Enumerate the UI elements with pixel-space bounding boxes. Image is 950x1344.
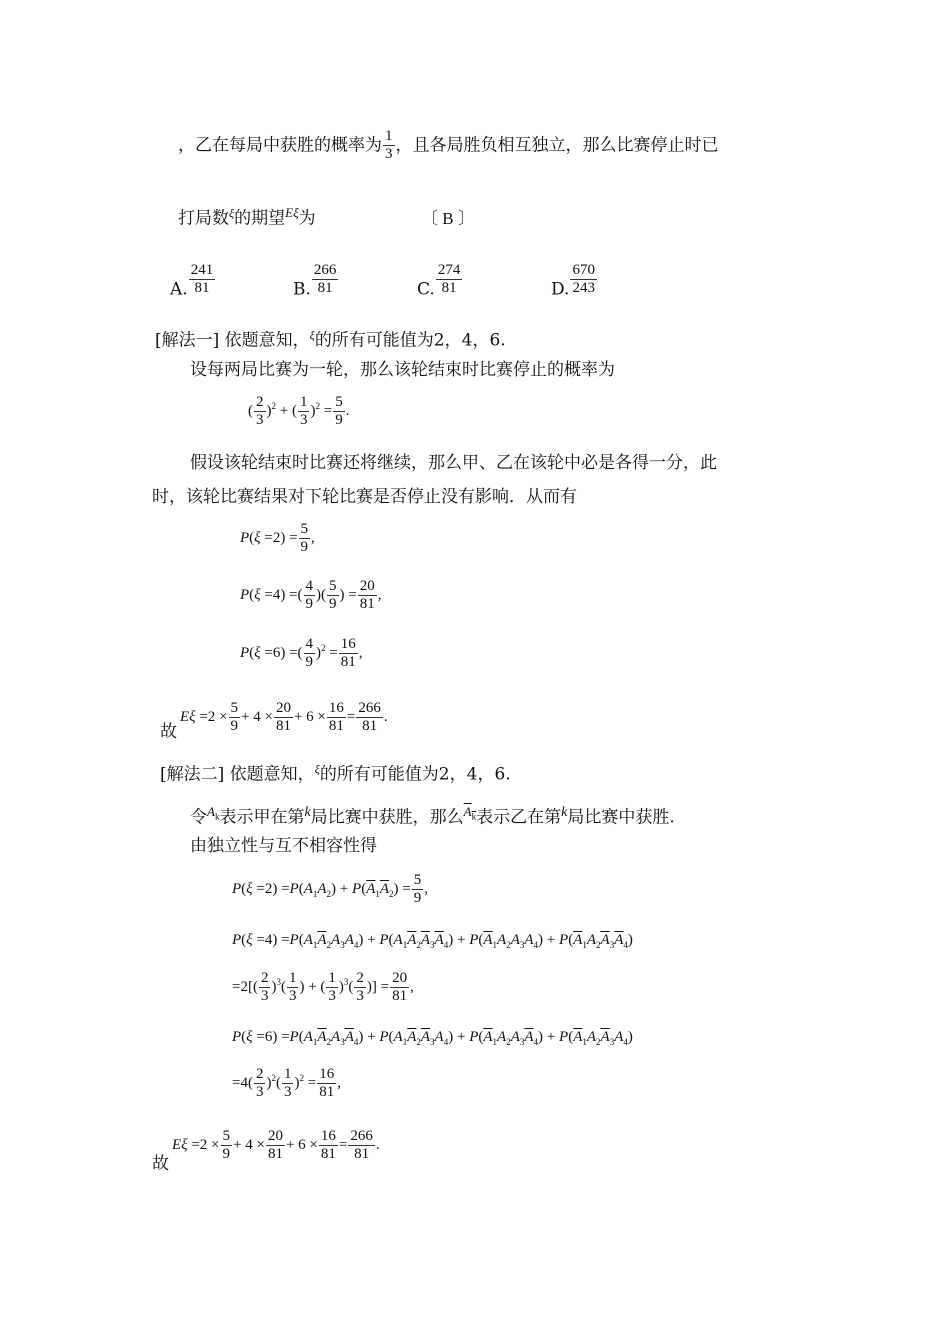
- expectation-symbol: Eξ: [285, 205, 299, 220]
- option-c: [417, 262, 463, 298]
- option-d: [551, 262, 598, 298]
- solution2-eq-p2: $P(\xi =2) =P(A_1A_2) + P(\overline{A}_1\overline{A}_2)$ = $\frac{5}{9}$ ,: [232, 872, 428, 907]
- answer-marker: 〔 B 〕: [421, 208, 475, 228]
- option-d-value: $\frac{670}{243}$: [572, 262, 595, 297]
- solution2-eq-p6-value: =4( $\frac{2}{3}$ )$^2$( $\frac{1}{3}$ )$^2$ = $\frac{16}{81}$ ,: [232, 1066, 341, 1101]
- solution1-para-1: 设每两局比赛为一轮，那么该轮结束时比赛停止的概率为: [190, 360, 615, 380]
- option-b-value: $\frac{266}{81}$: [313, 262, 337, 297]
- solution1-eq-p6: P(ξ =6) =( $\frac{4}{9}$ )$^2$ = $\frac{16}{81}$ ,: [240, 636, 363, 671]
- solution2-eq-p4-events: $P(\xi =4) =P(A_1\overline{A}_2A_3A_4) + P(A_1\overline{A}_2\overline{A}_3\overline{A}_4) + P(\overline{A}_1A_2A_3A_4) + P(\overline{A}_1A_2\overline{A}_3\overline{A}_4)$: [232, 932, 633, 950]
- option-c-label: C.: [417, 279, 435, 300]
- solution2-title: [解法二] 依题意知，$^\xi$的所有可能值为2，4，6.: [160, 762, 511, 785]
- solution1-para-3: 时，该轮比赛结果对下轮比赛是否停止没有影响．从而有: [152, 487, 577, 507]
- solution2-gu: 故: [152, 1154, 169, 1174]
- option-d-label: D.: [551, 279, 570, 300]
- fraction-one-third: $\frac{1}{3}$: [385, 128, 393, 163]
- solution2-eq-p6-events: $P(\xi =6) =P(A_1\overline{A}_2A_3\overline{A}_4) + P(A_1\overline{A}_2\overline{A}_3A_4) + P(\overline{A}_1A_2A_3\overline{A}_4) + P(\overline{A}_1A_2\overline{A}_3A_4)$: [232, 1029, 633, 1047]
- solution1-eq-p4: P(ξ =4) =( $\frac{4}{9}$ )( $\frac{5}{9}$ ) = $\frac{20}{81}$ ,: [240, 578, 382, 613]
- solution1-para-2: 假设该轮结束时比赛还将继续，那么甲、乙在该轮中必是各得一分，此: [190, 453, 717, 473]
- problem-line-2-mid: 的期望: [234, 208, 286, 229]
- event-a-bar-k: Ak: [463, 804, 477, 822]
- problem-line-2: [178, 206, 475, 228]
- solution2-para-1: 令$^{A_k}$表示甲在第$^k$局比赛中获胜，那么$^{A_k}$表示乙在第$^k$局比赛中获胜.: [190, 804, 675, 828]
- xi-symbol: ξ: [229, 206, 235, 220]
- solution2-para-2: 由独立性与互不相容性得: [190, 836, 377, 856]
- solution1-eq-expectation: Eξ =2 × $\frac{5}{9}$ + 4 × $\frac{20}{81}$ + 6 × $\frac{16}{81}$ = $\frac{266}{81}$ .: [180, 700, 388, 735]
- option-a-label: A.: [170, 279, 188, 300]
- problem-line-1: [178, 128, 719, 164]
- problem-line-2-text: 打局数: [178, 208, 229, 229]
- option-c-value: $\frac{274}{81}$: [437, 262, 461, 297]
- solution1-eq-round-stop: ( $\frac{2}{3}$ )$^2$ + ( $\frac{1}{3}$ )$^2$ = $\frac{5}{9}$ .: [248, 394, 350, 429]
- k-symbol: k: [304, 805, 311, 820]
- problem-line-1-suffix: ，且各局胜负相互独立，那么比赛停止时已: [395, 135, 719, 156]
- solution2-eq-p4-value: =2[( $\frac{2}{3}$ )$^3$( $\frac{1}{3}$ ) + ( $\frac{1}{3}$ )$^3$( $\frac{2}{3}$ )] = $\frac{20}{81}$ ,: [232, 970, 414, 1005]
- solution1-gu: 故: [160, 722, 177, 742]
- solution2-eq-expectation: Eξ =2 × $\frac{5}{9}$ + 4 × $\frac{20}{81}$ + 6 × $\frac{16}{81}$ = $\frac{266}{81}$ .: [172, 1128, 380, 1163]
- problem-line-2-end: 为: [298, 208, 316, 229]
- problem-line-1-prefix: ，乙在每局中获胜的概率为: [178, 135, 382, 156]
- option-a-value: $\frac{241}{81}$: [190, 262, 214, 297]
- event-a-k: Ak: [207, 804, 220, 822]
- option-b: [293, 262, 339, 298]
- option-a: [170, 262, 216, 298]
- k-symbol: k: [561, 805, 568, 820]
- solution1-title: [解法一] 依题意知，$^\xi$的所有可能值为2，4，6.: [155, 328, 506, 351]
- xi-symbol: ξ: [309, 328, 315, 342]
- solution1-eq-p2: P(ξ =2) = $\frac{5}{9}$ ,: [240, 521, 315, 556]
- option-b-label: B.: [293, 279, 311, 300]
- xi-symbol: ξ: [314, 762, 320, 776]
